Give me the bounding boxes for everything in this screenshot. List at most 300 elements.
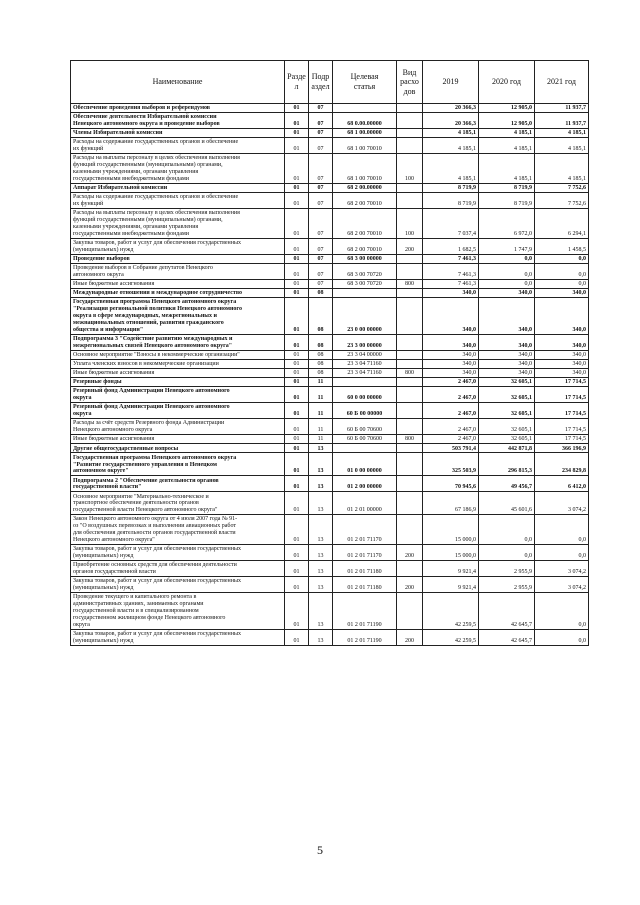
row-name — [71, 238, 285, 254]
row-y2019: 9 921,4 — [423, 560, 479, 576]
row-y2019: 67 186,9 — [423, 492, 479, 515]
row-name-line: Подпрограмма 3 "Содействие развитию международных и — [73, 336, 233, 343]
row-y2021: 234 829,8 — [535, 453, 589, 476]
row-y2020: 12 905,0 — [479, 104, 535, 113]
row-name-line: Проведение текущего и капитального ремонта в — [73, 594, 197, 601]
row-expense — [397, 492, 423, 515]
table-row — [71, 350, 589, 359]
row-subsection: 08 — [309, 359, 333, 368]
row-name-line: Резервный фонд Администрации Ненецкого автономного — [73, 404, 230, 411]
row-name-line: Расходы на выплаты персоналу в целях обеспечения выполнения — [73, 155, 240, 162]
row-target: 68 3 00 70720 — [333, 263, 397, 279]
table-row — [71, 193, 589, 209]
row-target: 60 Б 00 70600 — [333, 435, 397, 444]
row-y2020: 296 815,3 — [479, 453, 535, 476]
row-expense — [397, 560, 423, 576]
row-y2019: 4 185,1 — [423, 154, 479, 184]
row-name — [71, 435, 285, 444]
row-section: 01 — [285, 113, 309, 129]
row-y2020: 4 185,1 — [479, 138, 535, 154]
header-section: Разде л — [285, 61, 309, 104]
row-name-line: государственными внебюджетными фондами — [73, 176, 190, 183]
row-expense — [397, 592, 423, 629]
table-row — [71, 254, 589, 263]
row-name — [71, 592, 285, 629]
row-expense: 100 — [397, 154, 423, 184]
row-name-line: казенными учреждениями, органами управления — [73, 224, 199, 231]
row-name-line: округа — [73, 411, 92, 418]
row-name — [71, 289, 285, 298]
row-expense — [397, 359, 423, 368]
row-target: 68 0.00.00000 — [333, 113, 397, 129]
row-subsection: 07 — [309, 263, 333, 279]
table-row — [71, 359, 589, 368]
row-expense: 200 — [397, 544, 423, 560]
row-subsection: 08 — [309, 289, 333, 298]
row-section: 01 — [285, 387, 309, 403]
row-name-line: Расходы на содержание государственных органов и обеспечение — [73, 139, 239, 146]
row-y2020: 32 605,1 — [479, 378, 535, 387]
row-name-line: государственной власти" — [73, 484, 142, 491]
row-name-line: Проведение выборов в Собрание депутатов Ненецкого — [73, 265, 213, 272]
table-row — [71, 369, 589, 378]
row-y2019: 7 461,3 — [423, 263, 479, 279]
table-row — [71, 279, 589, 288]
row-name-line: межнациональных отношений, развития гражданского — [73, 320, 224, 327]
row-name-line: округа в сфере международных, межрегиональных и — [73, 313, 217, 320]
row-name-line: (муниципальных) нужд — [73, 553, 134, 560]
row-subsection: 08 — [309, 334, 333, 350]
row-name — [71, 113, 285, 129]
row-name-line: транспортное обеспечение деятельности органов — [73, 500, 199, 507]
row-name-line: Ненецкого автономного округа" — [73, 537, 155, 544]
row-name-line: автономного округа — [73, 272, 124, 279]
row-name-line: административных зданиях, занимаемых органами — [73, 601, 204, 608]
row-y2021: 340,0 — [535, 298, 589, 335]
row-y2021: 340,0 — [535, 369, 589, 378]
row-section: 01 — [285, 369, 309, 378]
row-name-line: (муниципальных) нужд — [73, 246, 134, 253]
row-subsection: 07 — [309, 209, 333, 239]
row-name-line: Государственная программа Ненецкого автономного округа — [73, 299, 237, 306]
row-name-line: Ненецкого автономного округа — [73, 427, 153, 434]
row-name-line: Закупка товаров, работ и услуг для обеспечения государственных — [73, 546, 242, 553]
row-y2021: 7 752,6 — [535, 193, 589, 209]
row-y2021: 1 458,5 — [535, 238, 589, 254]
row-expense: 200 — [397, 629, 423, 645]
row-subsection: 13 — [309, 592, 333, 629]
row-y2020: 42 645,7 — [479, 592, 535, 629]
row-expense: 100 — [397, 209, 423, 239]
row-name — [71, 453, 285, 476]
row-y2020: 32 605,1 — [479, 419, 535, 435]
row-y2019: 340,0 — [423, 369, 479, 378]
row-y2019: 7 037,4 — [423, 209, 479, 239]
row-name-line: Члены Избирательной комиссии — [73, 130, 163, 137]
header-name: Наименование — [71, 61, 285, 104]
row-y2019: 2 467,0 — [423, 435, 479, 444]
row-target — [333, 444, 397, 453]
row-name — [71, 138, 285, 154]
row-target: 68 2 00 70010 — [333, 238, 397, 254]
row-name-line: Основное мероприятие "Взносы в некоммерческие организации" — [73, 352, 240, 359]
row-name-line: Аппарат Избирательной комиссии — [73, 185, 168, 192]
row-y2019: 20 366,3 — [423, 104, 479, 113]
row-y2021: 6 412,0 — [535, 476, 589, 492]
row-expense — [397, 289, 423, 298]
row-y2021: 0,0 — [535, 279, 589, 288]
row-y2021: 17 714,5 — [535, 403, 589, 419]
row-section: 01 — [285, 444, 309, 453]
row-section: 01 — [285, 289, 309, 298]
row-name — [71, 492, 285, 515]
header-target: Целевая статья — [333, 61, 397, 104]
row-section: 01 — [285, 629, 309, 645]
row-name — [71, 387, 285, 403]
row-name — [71, 129, 285, 138]
row-target: 01 2 01 71180 — [333, 576, 397, 592]
row-y2020: 340,0 — [479, 334, 535, 350]
row-subsection: 13 — [309, 629, 333, 645]
row-subsection: 07 — [309, 238, 333, 254]
row-y2021: 4 185,1 — [535, 154, 589, 184]
row-target: 60 Б 00 00000 — [333, 403, 397, 419]
row-section: 01 — [285, 492, 309, 515]
row-target: 01 2 00 00000 — [333, 476, 397, 492]
row-name-line: Уплата членских взносов в некоммерческие организации — [73, 361, 219, 368]
row-name — [71, 544, 285, 560]
row-section: 01 — [285, 183, 309, 192]
row-subsection: 13 — [309, 492, 333, 515]
row-section: 01 — [285, 350, 309, 359]
row-y2020: 340,0 — [479, 359, 535, 368]
row-section: 01 — [285, 515, 309, 545]
row-section: 01 — [285, 298, 309, 335]
row-expense: 200 — [397, 576, 423, 592]
table-row — [71, 104, 589, 113]
row-y2021: 17 714,5 — [535, 378, 589, 387]
row-target: 68 3 00 00000 — [333, 254, 397, 263]
row-y2021: 0,0 — [535, 515, 589, 545]
row-y2019: 8 719,9 — [423, 193, 479, 209]
row-name-line: Основное мероприятие "Материально-техническое и — [73, 493, 209, 500]
row-y2021: 0,0 — [535, 254, 589, 263]
row-name-line: органов государственной власти — [73, 569, 156, 576]
row-name-line: (муниципальных) нужд — [73, 585, 134, 592]
row-y2020: 8 719,9 — [479, 183, 535, 192]
row-expense: 800 — [397, 369, 423, 378]
row-section: 01 — [285, 560, 309, 576]
row-expense — [397, 444, 423, 453]
row-name-line: округа — [73, 395, 92, 402]
table-row — [71, 298, 589, 335]
row-y2019: 340,0 — [423, 359, 479, 368]
row-name-line: Обеспечение деятельности Избирательной комиссии — [73, 114, 217, 121]
row-subsection: 07 — [309, 183, 333, 192]
row-target: 01 2 01 71180 — [333, 560, 397, 576]
table-row — [71, 129, 589, 138]
row-name — [71, 193, 285, 209]
row-name — [71, 378, 285, 387]
table-body — [71, 104, 589, 646]
row-target: 23 3 04 00000 — [333, 350, 397, 359]
row-target: 23 3 00 00000 — [333, 334, 397, 350]
row-subsection: 11 — [309, 419, 333, 435]
row-subsection: 13 — [309, 453, 333, 476]
row-y2021: 4 185,1 — [535, 129, 589, 138]
row-y2019: 2 467,0 — [423, 403, 479, 419]
row-subsection: 07 — [309, 129, 333, 138]
header-2021: 2021 год — [535, 61, 589, 104]
row-name — [71, 576, 285, 592]
row-expense — [397, 104, 423, 113]
table-row — [71, 154, 589, 184]
header-subsection: Подр аздел — [309, 61, 333, 104]
row-y2019: 4 185,1 — [423, 129, 479, 138]
row-target: 01 2 01 71170 — [333, 515, 397, 545]
row-target: 23 0 00 00000 — [333, 298, 397, 335]
row-y2021: 340,0 — [535, 359, 589, 368]
table-row — [71, 263, 589, 279]
row-y2020: 1 747,9 — [479, 238, 535, 254]
row-subsection: 13 — [309, 576, 333, 592]
row-y2019: 70 945,6 — [423, 476, 479, 492]
row-y2020: 42 645,7 — [479, 629, 535, 645]
row-y2020: 442 871,8 — [479, 444, 535, 453]
row-name-line: Закупка товаров, работ и услуг для обеспечения государственных — [73, 630, 242, 637]
table-row — [71, 560, 589, 576]
row-name-line: казенными учреждениями, органами управления — [73, 169, 199, 176]
table-row — [71, 576, 589, 592]
table-row — [71, 419, 589, 435]
row-subsection: 07 — [309, 113, 333, 129]
row-name-line: Иные бюджетные ассигнования — [73, 370, 155, 377]
row-y2019: 7 461,3 — [423, 279, 479, 288]
row-target: 68 2 00.00000 — [333, 183, 397, 192]
row-section: 01 — [285, 378, 309, 387]
row-y2021: 0,0 — [535, 629, 589, 645]
row-section: 01 — [285, 359, 309, 368]
header-expense: Вид расхо дов — [397, 61, 423, 104]
table-row — [71, 138, 589, 154]
row-name — [71, 263, 285, 279]
row-name-line: Приобретение основных средств для обеспечения деятельности — [73, 562, 237, 569]
row-name-line: Резервный фонд Администрации Ненецкого автономного — [73, 388, 230, 395]
row-name-line: Расходы на содержание государственных органов и обеспечение — [73, 194, 239, 201]
row-name — [71, 279, 285, 288]
row-subsection: 08 — [309, 350, 333, 359]
row-target: 68 1 00.00000 — [333, 129, 397, 138]
row-y2019: 42 259,5 — [423, 592, 479, 629]
table-row — [71, 387, 589, 403]
row-name-line: государственном жилищном фонде Ненецкого автономного — [73, 614, 226, 621]
row-subsection: 07 — [309, 138, 333, 154]
row-section: 01 — [285, 576, 309, 592]
row-y2020: 32 605,1 — [479, 387, 535, 403]
row-name — [71, 104, 285, 113]
row-section: 01 — [285, 138, 309, 154]
row-expense — [397, 453, 423, 476]
row-name-line: Другие общегосударственные вопросы — [73, 445, 179, 452]
table-row — [71, 183, 589, 192]
row-y2019: 340,0 — [423, 334, 479, 350]
row-name — [71, 560, 285, 576]
row-subsection: 07 — [309, 154, 333, 184]
row-y2020: 0,0 — [479, 263, 535, 279]
row-section: 01 — [285, 592, 309, 629]
row-subsection: 11 — [309, 403, 333, 419]
row-expense — [397, 387, 423, 403]
row-name-line: государственными внебюджетными фондами — [73, 230, 190, 237]
row-target — [333, 289, 397, 298]
row-y2019: 340,0 — [423, 350, 479, 359]
row-expense — [397, 334, 423, 350]
row-y2020: 340,0 — [479, 298, 535, 335]
row-name-line: округа — [73, 621, 90, 628]
row-section: 01 — [285, 254, 309, 263]
row-section: 01 — [285, 544, 309, 560]
row-name-line: Проведение выборов — [73, 256, 130, 263]
row-section: 01 — [285, 279, 309, 288]
row-section: 01 — [285, 334, 309, 350]
row-y2021: 11 937,7 — [535, 104, 589, 113]
table-row — [71, 289, 589, 298]
row-target: 01 2 01 71190 — [333, 592, 397, 629]
row-expense — [397, 419, 423, 435]
row-name — [71, 350, 285, 359]
row-section: 01 — [285, 193, 309, 209]
row-expense: 800 — [397, 279, 423, 288]
row-subsection: 07 — [309, 193, 333, 209]
row-y2021: 4 185,1 — [535, 138, 589, 154]
row-expense — [397, 476, 423, 492]
header-2020: 2020 год — [479, 61, 535, 104]
row-section: 01 — [285, 154, 309, 184]
row-subsection: 13 — [309, 544, 333, 560]
row-target: 01 2 01 00000 — [333, 492, 397, 515]
table-row — [71, 238, 589, 254]
row-section: 01 — [285, 129, 309, 138]
row-expense — [397, 298, 423, 335]
row-subsection: 11 — [309, 378, 333, 387]
row-y2020: 4 185,1 — [479, 129, 535, 138]
row-y2020: 45 601,6 — [479, 492, 535, 515]
row-section: 01 — [285, 453, 309, 476]
row-name — [71, 515, 285, 545]
row-y2019: 15 000,0 — [423, 544, 479, 560]
row-y2020: 0,0 — [479, 254, 535, 263]
row-target: 60 Б 00 70600 — [333, 419, 397, 435]
row-y2021: 7 752,6 — [535, 183, 589, 192]
row-name — [71, 419, 285, 435]
row-y2021: 340,0 — [535, 289, 589, 298]
table-row — [71, 515, 589, 545]
row-name-line: "Развитие государственного управления в Ненецком — [73, 461, 217, 468]
row-target: 60 0 00 00000 — [333, 387, 397, 403]
row-name-line: их функций — [73, 201, 104, 208]
row-y2021: 3 074,2 — [535, 560, 589, 576]
row-subsection: 13 — [309, 515, 333, 545]
row-name-line: Закон Ненецкого автономного округа от 4 июля 2007 года № 91- — [73, 516, 238, 523]
row-expense — [397, 129, 423, 138]
row-name-line: их функций — [73, 146, 104, 153]
row-y2019: 9 921,4 — [423, 576, 479, 592]
row-name — [71, 359, 285, 368]
row-y2020: 0,0 — [479, 515, 535, 545]
row-y2020: 340,0 — [479, 289, 535, 298]
row-name-line: для обеспечения деятельности органов государственной власти — [73, 530, 236, 537]
row-subsection: 07 — [309, 254, 333, 263]
row-expense — [397, 403, 423, 419]
row-y2021: 3 074,2 — [535, 576, 589, 592]
row-subsection: 07 — [309, 104, 333, 113]
row-name-line: Закупка товаров, работ и услуг для обеспечения государственных — [73, 240, 242, 247]
row-target: 01 2 01 71170 — [333, 544, 397, 560]
row-y2019: 15 000,0 — [423, 515, 479, 545]
row-y2019: 340,0 — [423, 298, 479, 335]
row-name-line: Расходы на выплаты персоналу в целях обеспечения выполнения — [73, 210, 240, 217]
row-expense — [397, 378, 423, 387]
header-2019: 2019 — [423, 61, 479, 104]
row-y2019: 503 791,4 — [423, 444, 479, 453]
budget-table — [70, 60, 589, 646]
row-y2021: 366 196,9 — [535, 444, 589, 453]
row-name — [71, 444, 285, 453]
row-target: 68 1 00 70010 — [333, 154, 397, 184]
row-y2019: 1 682,5 — [423, 238, 479, 254]
row-name-line: Подпрограмма 2 "Обеспечение деятельности органов — [73, 477, 219, 484]
row-name-line: государственной власти и в специализированном — [73, 608, 199, 614]
row-subsection: 13 — [309, 560, 333, 576]
row-expense — [397, 113, 423, 129]
row-name-line: Иные бюджетные ассигнования — [73, 436, 155, 443]
row-name — [71, 403, 285, 419]
row-section: 01 — [285, 419, 309, 435]
row-name — [71, 629, 285, 645]
row-y2021: 340,0 — [535, 334, 589, 350]
row-y2020: 340,0 — [479, 350, 535, 359]
row-name-line: межрегиональных связей Ненецкого автономного округа" — [73, 342, 233, 349]
row-expense — [397, 138, 423, 154]
row-section: 01 — [285, 403, 309, 419]
row-subsection: 13 — [309, 444, 333, 453]
row-subsection: 07 — [309, 279, 333, 288]
row-name-line: Обеспечение проведения выборов и референдумов — [73, 105, 211, 112]
row-expense — [397, 515, 423, 545]
row-section: 01 — [285, 435, 309, 444]
row-y2019: 2 467,0 — [423, 387, 479, 403]
row-name-line: Расходы за счёт средств Резервного фонда Администрации — [73, 420, 225, 427]
row-name-line: автономном округе" — [73, 468, 129, 475]
row-y2020: 8 719,9 — [479, 193, 535, 209]
row-subsection: 08 — [309, 298, 333, 335]
row-name-line: функций государственными (муниципальными) органами, — [73, 162, 223, 169]
row-y2019: 2 467,0 — [423, 378, 479, 387]
row-name — [71, 369, 285, 378]
row-name — [71, 476, 285, 492]
row-expense: 200 — [397, 238, 423, 254]
row-y2019: 20 366,3 — [423, 113, 479, 129]
table-row — [71, 444, 589, 453]
row-target: 68 1 00 70010 — [333, 138, 397, 154]
table-row — [71, 334, 589, 350]
table-row — [71, 113, 589, 129]
row-name — [71, 334, 285, 350]
row-y2021: 6 294,1 — [535, 209, 589, 239]
table-row — [71, 492, 589, 515]
row-subsection: 13 — [309, 476, 333, 492]
page-number: 5 — [317, 843, 323, 857]
